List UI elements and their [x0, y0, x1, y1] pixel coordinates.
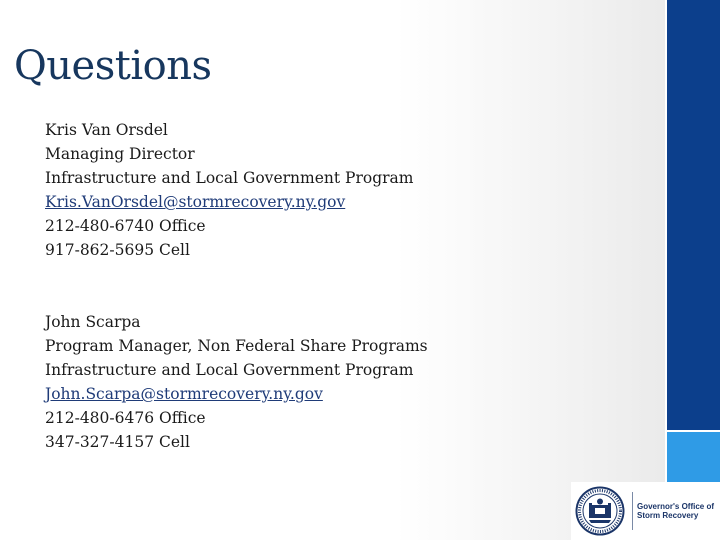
- contact-name: John Scarpa: [45, 313, 141, 331]
- logo-line-2: Storm Recovery: [637, 511, 699, 520]
- contact-program: Infrastructure and Local Government Program: [45, 169, 414, 187]
- contacts-block: [45, 118, 428, 454]
- contact-cell-phone: 917-862-5695 Cell: [45, 241, 190, 259]
- sidebar-accent-light: [667, 432, 720, 482]
- contact-card-john-scarpa: [45, 310, 428, 454]
- contact-name: Kris Van Orsdel: [45, 121, 168, 139]
- sidebar-accent-dark: [667, 0, 720, 430]
- logo-line-1: Governor's Office of: [637, 502, 715, 511]
- contact-office-phone: 212-480-6476 Office: [45, 409, 206, 427]
- slide-title: Questions: [14, 43, 212, 89]
- new-york-state-seal-icon: [575, 486, 625, 536]
- contact-email-link[interactable]: Kris.VanOrsdel@stormrecovery.ny.gov: [45, 193, 346, 211]
- contact-office-phone: 212-480-6740 Office: [45, 217, 206, 235]
- contact-card-kris-van-orsdel: [45, 118, 428, 262]
- logo-divider: [632, 492, 633, 530]
- contact-email-link[interactable]: John.Scarpa@stormrecovery.ny.gov: [45, 385, 323, 403]
- contact-program: Infrastructure and Local Government Program: [45, 361, 414, 379]
- storm-recovery-logo: [571, 482, 720, 540]
- contact-role: Managing Director: [45, 145, 195, 163]
- contact-role: Program Manager, Non Federal Share Programs: [45, 337, 428, 355]
- logo-text: [637, 502, 714, 520]
- contact-cell-phone: 347-327-4157 Cell: [45, 433, 190, 451]
